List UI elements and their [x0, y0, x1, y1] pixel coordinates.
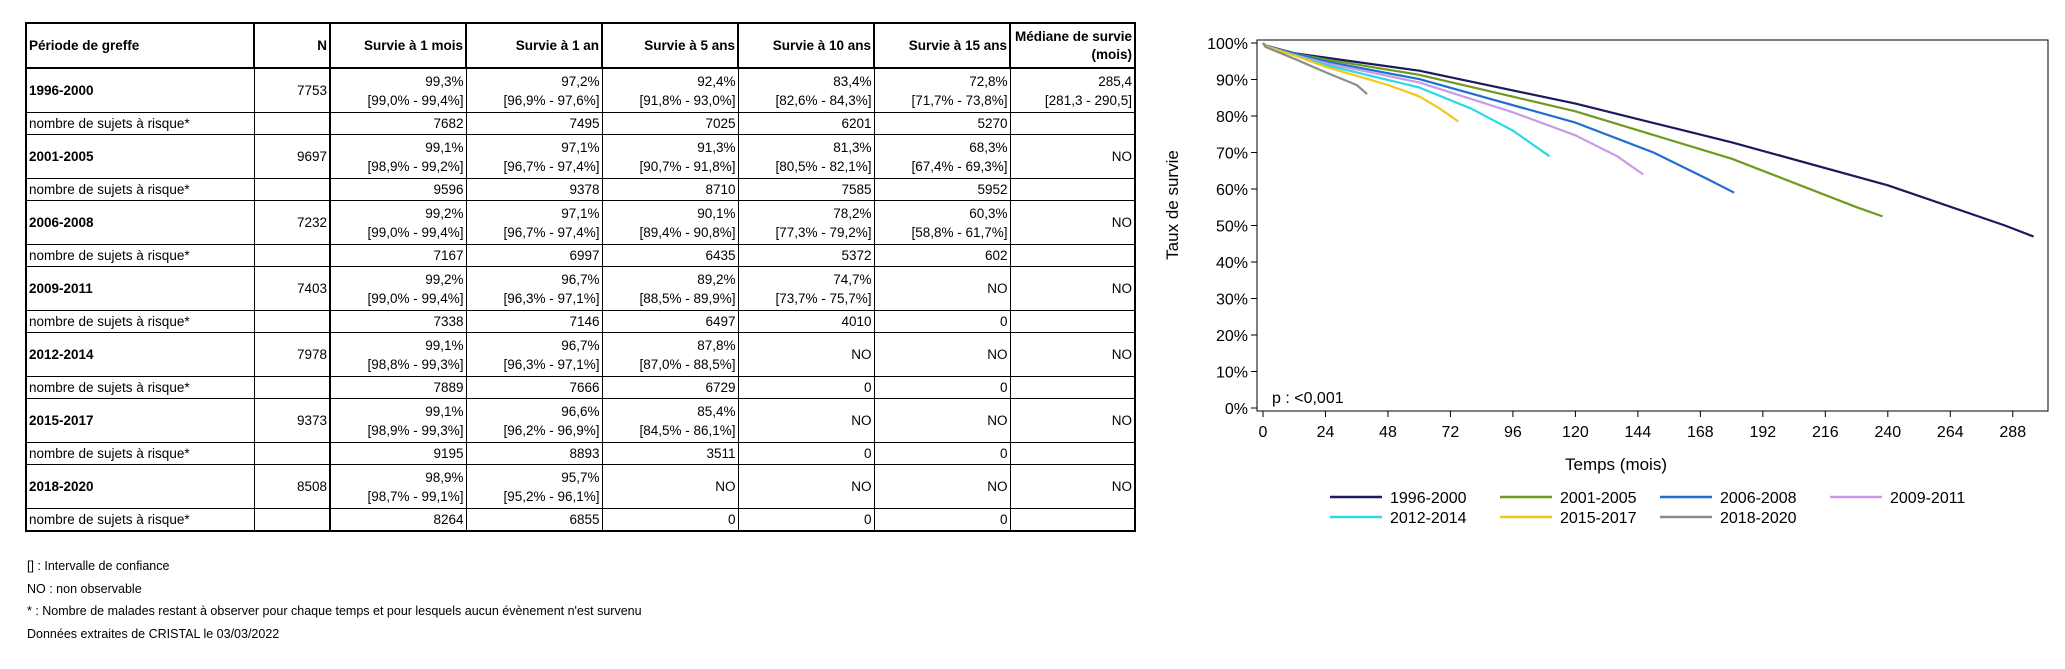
series-layer: [1263, 43, 2034, 237]
n-cell: 8508: [254, 465, 330, 509]
survival-value: NO: [1111, 281, 1132, 296]
at-risk-count: 0: [738, 509, 874, 532]
x-tick-label: 168: [1687, 424, 1714, 441]
survival-value: 81,3%: [833, 139, 872, 155]
legend-item: [1500, 490, 1637, 507]
survival-cell: [874, 333, 1010, 377]
confidence-interval: [82,6% - 84,3%]: [775, 92, 872, 108]
confidence-interval: [95,2% - 96,1%]: [503, 488, 600, 504]
at-risk-count: 6997: [466, 245, 602, 267]
at-risk-count: 0: [874, 443, 1010, 465]
note-data-source: Données extraites de CRISTAL le 03/03/2022: [27, 626, 280, 641]
survival-value: 87,8%: [697, 337, 736, 353]
period-cell: 2018-2020: [26, 465, 254, 509]
survival-chart: [1150, 0, 2065, 669]
at-risk-empty: [254, 509, 330, 532]
confidence-interval: [98,7% - 99,1%]: [367, 488, 464, 504]
at-risk-count: [1010, 311, 1135, 333]
at-risk-count: 6435: [602, 245, 738, 267]
table-row: [26, 267, 1135, 311]
at-risk-label: nombre de sujets à risque*: [26, 311, 254, 333]
survival-value: NO: [1111, 479, 1132, 494]
header-survival-1-month: Survie à 1 mois: [330, 23, 466, 68]
at-risk-count: [1010, 179, 1135, 201]
confidence-interval: [96,2% - 96,9%]: [503, 422, 600, 438]
note-at-risk: * : Nombre de malades restant à observer pour chaque temps et pour lesquels aucun évènement n'est survenu: [27, 604, 642, 618]
survival-cell: [330, 201, 466, 245]
survival-value: 99,1%: [425, 337, 464, 353]
at-risk-count: 5952: [874, 179, 1010, 201]
survival-cell: [602, 135, 738, 179]
legend-item: [1330, 490, 1467, 507]
survival-cell: [1010, 267, 1135, 311]
at-risk-label: nombre de sujets à risque*: [26, 245, 254, 267]
x-tick-label: 24: [1316, 424, 1335, 441]
confidence-interval: [96,3% - 97,1%]: [503, 356, 600, 372]
x-tick-label: 144: [1624, 424, 1652, 441]
legend-label: 2018-2020: [1720, 510, 1797, 527]
at-risk-label: nombre de sujets à risque*: [26, 443, 254, 465]
survival-value: 99,1%: [425, 403, 464, 419]
y-tick-label: 10%: [1215, 364, 1248, 382]
at-risk-empty: [254, 179, 330, 201]
survival-value: 90,1%: [697, 205, 736, 221]
survival-value: NO: [1111, 215, 1132, 230]
at-risk-count: 9195: [330, 443, 466, 465]
at-risk-label: nombre de sujets à risque*: [26, 179, 254, 201]
y-tick-label: 40%: [1215, 255, 1248, 272]
confidence-interval: [96,7% - 97,4%]: [503, 224, 600, 240]
confidence-interval: [90,7% - 91,8%]: [639, 158, 736, 174]
at-risk-count: 0: [738, 377, 874, 399]
table-body: [26, 68, 1135, 531]
survival-cell: [602, 399, 738, 443]
at-risk-count: 6497: [602, 311, 738, 333]
survival-chart-svg: [1150, 0, 2065, 669]
at-risk-count: 7889: [330, 377, 466, 399]
survival-cell: [874, 267, 1010, 311]
survival-cell: [466, 465, 602, 509]
survival-value: 99,2%: [425, 271, 464, 287]
x-tick-label: 72: [1441, 424, 1460, 441]
at-risk-row: [26, 509, 1135, 532]
survival-value: 97,1%: [561, 205, 600, 221]
survival-cell: [330, 267, 466, 311]
survival-cell: [466, 68, 602, 113]
table-row: [26, 135, 1135, 179]
survival-value: 60,3%: [969, 205, 1008, 221]
survival-cell: [738, 465, 874, 509]
header-survival-1-year: Survie à 1 an: [466, 23, 602, 68]
confidence-interval: [80,5% - 82,1%]: [775, 158, 872, 174]
survival-cell: [1010, 68, 1135, 113]
at-risk-count: 602: [874, 245, 1010, 267]
survival-value: 83,4%: [833, 73, 872, 89]
survival-value: NO: [1111, 149, 1132, 164]
table-notes: [27, 555, 642, 645]
x-tick-label: 120: [1562, 424, 1589, 441]
at-risk-count: 0: [874, 377, 1010, 399]
at-risk-count: [1010, 377, 1135, 399]
legend-item: [1830, 490, 1965, 507]
confidence-interval: [87,0% - 88,5%]: [639, 356, 736, 372]
at-risk-count: 0: [602, 509, 738, 532]
legend-label: 2001-2005: [1560, 490, 1637, 507]
survival-value: 97,2%: [561, 73, 600, 89]
legend-item: [1660, 490, 1797, 507]
at-risk-count: 3511: [602, 443, 738, 465]
at-risk-label: nombre de sujets à risque*: [26, 113, 254, 135]
survival-cell: [1010, 135, 1135, 179]
survival-value: NO: [715, 479, 736, 494]
confidence-interval: [77,3% - 79,2%]: [775, 224, 872, 240]
at-risk-count: 6201: [738, 113, 874, 135]
at-risk-label: nombre de sujets à risque*: [26, 509, 254, 532]
survival-cell: [874, 68, 1010, 113]
survival-cell: [1010, 465, 1135, 509]
survival-cell: [738, 267, 874, 311]
at-risk-row: [26, 113, 1135, 135]
confidence-interval: [98,9% - 99,2%]: [367, 158, 464, 174]
x-tick-label: 96: [1504, 424, 1522, 441]
survival-cell: [1010, 333, 1135, 377]
at-risk-empty: [254, 377, 330, 399]
survival-value: NO: [851, 479, 872, 494]
survival-value: 98,9%: [425, 469, 464, 485]
y-axis-label: Taux de survie: [1163, 150, 1182, 260]
at-risk-count: 7682: [330, 113, 466, 135]
y-tick-label: 20%: [1215, 328, 1248, 345]
confidence-interval: [281,3 - 290,5]: [1044, 92, 1132, 108]
survival-value: 74,7%: [833, 271, 872, 287]
table-row: [26, 68, 1135, 113]
table-row: [26, 399, 1135, 443]
at-risk-row: [26, 245, 1135, 267]
y-tick-label: 70%: [1215, 145, 1248, 163]
survival-cell: [466, 267, 602, 311]
period-cell: 2009-2011: [26, 267, 254, 311]
survival-value: 99,2%: [425, 205, 464, 221]
period-cell: 2015-2017: [26, 399, 254, 443]
n-cell: 7232: [254, 201, 330, 245]
at-risk-row: [26, 443, 1135, 465]
survival-cell: [874, 135, 1010, 179]
survival-cell: [466, 333, 602, 377]
header-survival-15-years: Survie à 15 ans: [874, 23, 1010, 68]
n-cell: 9373: [254, 399, 330, 443]
confidence-interval: [99,0% - 99,4%]: [367, 290, 464, 306]
confidence-interval: [96,3% - 97,1%]: [503, 290, 600, 306]
at-risk-count: 7585: [738, 179, 874, 201]
confidence-interval: [71,7% - 73,8%]: [911, 92, 1008, 108]
table-row: [26, 465, 1135, 509]
survival-cell: [330, 465, 466, 509]
confidence-interval: [73,7% - 75,7%]: [775, 290, 872, 306]
table-row: [26, 201, 1135, 245]
p-value-annotation: p : <0,001: [1272, 390, 1344, 407]
note-non-observable: NO : non observable: [27, 581, 142, 596]
survival-cell: [466, 135, 602, 179]
x-tick-label: 216: [1811, 424, 1839, 441]
survival-cell: [466, 399, 602, 443]
survival-cell: [602, 201, 738, 245]
survival-value: NO: [851, 347, 872, 362]
x-axis-label: Temps (mois): [1564, 455, 1668, 474]
n-cell: 7403: [254, 267, 330, 311]
header-survival-5-years: Survie à 5 ans: [602, 23, 738, 68]
survival-value: 95,7%: [561, 469, 600, 485]
survival-value: 96,7%: [561, 271, 600, 287]
survival-value: 78,2%: [833, 205, 872, 221]
survival-value: 99,3%: [425, 73, 464, 89]
at-risk-empty: [254, 113, 330, 135]
header-n: N: [254, 23, 330, 68]
confidence-interval: [58,8% - 61,7%]: [911, 224, 1008, 240]
at-risk-row: [26, 311, 1135, 333]
survival-value: 68,3%: [969, 139, 1008, 155]
header-survival-10-years: Survie à 10 ans: [738, 23, 874, 68]
confidence-interval: [99,0% - 99,4%]: [367, 224, 464, 240]
confidence-interval: [89,4% - 90,8%]: [639, 224, 736, 240]
y-tick-label: 100%: [1207, 36, 1248, 53]
at-risk-count: 7167: [330, 245, 466, 267]
survival-cell: [466, 201, 602, 245]
at-risk-count: 9596: [330, 179, 466, 201]
survival-value: 96,7%: [561, 337, 600, 353]
survival-cell: [874, 201, 1010, 245]
survival-value: 99,1%: [425, 139, 464, 155]
y-tick-label: 30%: [1215, 291, 1248, 309]
legend-label: 1996-2000: [1390, 490, 1467, 507]
survival-cell: [1010, 201, 1135, 245]
y-tick-label: 50%: [1215, 218, 1248, 236]
plot-frame: [1257, 40, 2048, 411]
axes-layer: [1207, 36, 2048, 441]
at-risk-label: nombre de sujets à risque*: [26, 377, 254, 399]
x-tick-label: 0: [1258, 424, 1268, 441]
survival-value: 92,4%: [697, 73, 736, 89]
survival-value: 97,1%: [561, 139, 600, 155]
period-cell: 2006-2008: [26, 201, 254, 245]
at-risk-count: [1010, 509, 1135, 532]
survival-value: 96,6%: [561, 403, 600, 419]
survival-value: 85,4%: [697, 403, 736, 419]
at-risk-empty: [254, 311, 330, 333]
y-tick-label: 0%: [1224, 401, 1248, 418]
period-cell: 2001-2005: [26, 135, 254, 179]
survival-value: NO: [1111, 347, 1132, 362]
survival-value: 285,4: [1098, 73, 1132, 89]
n-cell: 7978: [254, 333, 330, 377]
survival-value: NO: [851, 413, 872, 428]
at-risk-count: 5372: [738, 245, 874, 267]
at-risk-count: 6729: [602, 377, 738, 399]
at-risk-count: 7146: [466, 311, 602, 333]
at-risk-row: [26, 179, 1135, 201]
legend-label: 2015-2017: [1560, 510, 1637, 527]
at-risk-count: 5270: [874, 113, 1010, 135]
survival-cell: [874, 465, 1010, 509]
table-row: [26, 333, 1135, 377]
survival-cell: [330, 333, 466, 377]
survival-cell: [874, 399, 1010, 443]
n-cell: 9697: [254, 135, 330, 179]
at-risk-count: 7338: [330, 311, 466, 333]
confidence-interval: [67,4% - 69,3%]: [911, 158, 1008, 174]
n-cell: 7753: [254, 68, 330, 113]
at-risk-count: 4010: [738, 311, 874, 333]
at-risk-empty: [254, 443, 330, 465]
survival-value: NO: [987, 479, 1008, 494]
survival-cell: [738, 333, 874, 377]
survival-value: NO: [1111, 413, 1132, 428]
confidence-interval: [98,8% - 99,3%]: [367, 356, 464, 372]
at-risk-row: [26, 377, 1135, 399]
legend-label: 2012-2014: [1390, 510, 1467, 527]
y-tick-label: 90%: [1215, 72, 1248, 90]
x-tick-label: 288: [1999, 424, 2027, 441]
confidence-interval: [88,5% - 89,9%]: [639, 290, 736, 306]
period-cell: 1996-2000: [26, 68, 254, 113]
x-tick-label: 240: [1874, 424, 1902, 441]
survival-cell: [738, 68, 874, 113]
survival-value: 91,3%: [697, 139, 736, 155]
legend: [1330, 490, 1965, 527]
confidence-interval: [96,7% - 97,4%]: [503, 158, 600, 174]
legend-item: [1330, 510, 1467, 527]
survival-cell: [1010, 399, 1135, 443]
survival-value: 72,8%: [969, 73, 1008, 89]
survival-cell: [602, 333, 738, 377]
at-risk-count: [1010, 443, 1135, 465]
confidence-interval: [99,0% - 99,4%]: [367, 92, 464, 108]
survival-cell: [738, 135, 874, 179]
y-tick-label: 60%: [1215, 182, 1248, 199]
at-risk-count: 8264: [330, 509, 466, 532]
at-risk-empty: [254, 245, 330, 267]
legend-label: 2009-2011: [1890, 490, 1966, 507]
survival-cell: [738, 399, 874, 443]
survival-cell: [330, 399, 466, 443]
at-risk-count: 7025: [602, 113, 738, 135]
at-risk-count: 0: [874, 311, 1010, 333]
confidence-interval: [84,5% - 86,1%]: [639, 422, 736, 438]
header-period: Période de greffe: [26, 23, 254, 68]
survival-cell: [330, 68, 466, 113]
survival-cell: [330, 135, 466, 179]
header-median-survival-label: Médiane de survie (mois): [1014, 28, 1132, 62]
at-risk-count: 9378: [466, 179, 602, 201]
at-risk-count: 6855: [466, 509, 602, 532]
survival-value: NO: [987, 281, 1008, 296]
table-header-row: [26, 23, 1135, 68]
at-risk-count: 7495: [466, 113, 602, 135]
at-risk-count: 8710: [602, 179, 738, 201]
legend-item: [1660, 510, 1797, 527]
at-risk-count: 0: [738, 443, 874, 465]
at-risk-count: 0: [874, 509, 1010, 532]
survival-cell: [738, 201, 874, 245]
x-tick-label: 48: [1379, 424, 1397, 441]
survival-value: 89,2%: [697, 271, 736, 287]
legend-label: 2006-2008: [1720, 490, 1797, 507]
y-tick-label: 80%: [1215, 109, 1248, 126]
survival-cell: [602, 68, 738, 113]
confidence-interval: [96,9% - 97,6%]: [503, 92, 600, 108]
period-cell: 2012-2014: [26, 333, 254, 377]
legend-item: [1500, 510, 1637, 527]
survival-cell: [602, 465, 738, 509]
at-risk-count: 7666: [466, 377, 602, 399]
survival-table: [25, 22, 1136, 532]
at-risk-count: [1010, 245, 1135, 267]
x-tick-label: 192: [1749, 424, 1777, 441]
note-confidence-interval: [] : Intervalle de confiance: [27, 559, 170, 573]
at-risk-count: [1010, 113, 1135, 135]
survival-value: NO: [987, 347, 1008, 362]
survival-value: NO: [987, 413, 1008, 428]
confidence-interval: [91,8% - 93,0%]: [639, 92, 736, 108]
header-median-survival: [1010, 23, 1135, 68]
at-risk-count: 8893: [466, 443, 602, 465]
survival-cell: [602, 267, 738, 311]
x-tick-label: 264: [1936, 424, 1964, 441]
confidence-interval: [98,9% - 99,3%]: [367, 422, 464, 438]
